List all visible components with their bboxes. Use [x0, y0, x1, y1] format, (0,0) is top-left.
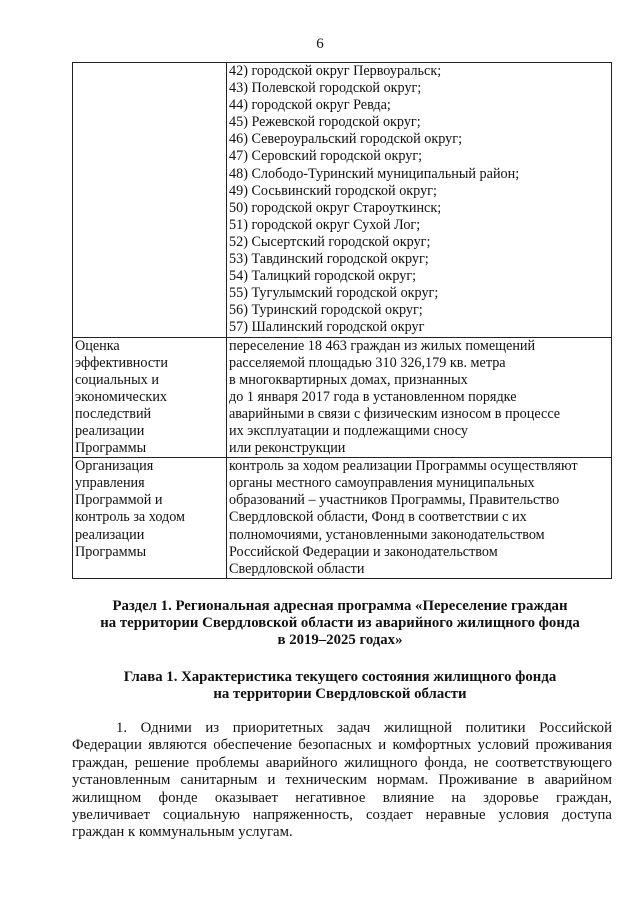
municipality-list-cell: [227, 63, 612, 338]
label-line: Оценка: [75, 337, 120, 354]
list-item: 57) Шалинский городской округ: [229, 319, 425, 336]
body-paragraph: [72, 720, 612, 842]
label-line: социальных и: [75, 371, 159, 388]
row-value-efficiency: [227, 337, 612, 458]
list-item: 46) Североуральский городской округ;: [229, 131, 463, 148]
label-line: реализации: [75, 422, 145, 439]
chapter-title-line: Глава 1. Характеристика текущего состояния жилищного фонда: [123, 669, 557, 685]
table-row: [73, 63, 612, 338]
row-label-efficiency: [73, 337, 227, 458]
paragraph-line: 1. Одними из приоритетных задач жилищной политики Российской: [116, 720, 612, 736]
label-line: управления: [75, 475, 145, 492]
list-item: 53) Тавдинский городской округ;: [229, 251, 429, 268]
value-line: до 1 января 2017 года в установленном порядке: [229, 388, 517, 405]
section-title-line: в 2019–2025 годах»: [277, 632, 403, 648]
program-passport-table: [72, 62, 612, 579]
value-line: их эксплуатации и подлежащими сносу: [229, 422, 468, 439]
label-line: Программы: [75, 440, 147, 457]
chapter-title: [60, 669, 620, 703]
list-item: 47) Серовский городской округ;: [229, 148, 423, 165]
value-line: органы местного самоуправления муниципальных: [229, 475, 535, 492]
label-line: эффективности: [75, 354, 168, 371]
chapter-title-line: на территории Свердловской области: [213, 686, 467, 702]
value-line: в многоквартирных домах, признанных: [229, 371, 468, 388]
list-item: 43) Полевской городской округ;: [229, 80, 422, 97]
row-label-management: [73, 458, 227, 579]
paragraph-line: Федерации являются обеспечение безопасных и комфортных условий проживания: [72, 737, 612, 754]
list-item: 51) городской округ Сухой Лог;: [229, 216, 421, 233]
value-line: Свердловской области, Фонд в соответствии с их: [229, 509, 527, 526]
label-line: Организация: [75, 458, 154, 475]
list-item: 52) Сысертский городской округ;: [229, 233, 431, 250]
value-line: полномочиями, установленными законодательством: [229, 526, 545, 543]
list-item: 54) Талицкий городской округ;: [229, 268, 417, 285]
list-item: 44) городской округ Ревда;: [229, 97, 391, 114]
row-value-management: [227, 458, 612, 579]
table-row: [73, 337, 612, 458]
list-item: 42) городской округ Первоуральск;: [229, 63, 442, 79]
value-line: переселение 18 463 граждан из жилых помещений: [229, 337, 536, 354]
label-line: Программой и: [75, 492, 163, 509]
value-line: аварийными в связи с физическим износом в процессе: [229, 405, 561, 422]
list-item: 48) Слободо-Туринский муниципальный район;: [229, 165, 520, 182]
label-line: Программы: [75, 543, 147, 560]
value-line: расселяемой площадью 310 326,179 кв. метра: [229, 354, 506, 371]
value-line: образований – участников Программы, Правительство: [229, 492, 560, 509]
section-title-line: на территории Свердловской области из аварийного жилищного фонда: [100, 615, 580, 631]
section-title-line: Раздел 1. Региональная адресная программа «Переселение граждан: [112, 598, 568, 614]
page-number: 6: [316, 36, 324, 52]
value-line: Российской Федерации и законодательством: [229, 543, 498, 560]
paragraph-line: граждан, решение проблемы аварийного жилищного фонда, не соответствующего: [72, 754, 612, 771]
value-line: Свердловской области: [229, 560, 365, 577]
label-line: экономических: [75, 388, 168, 405]
paragraph-line: граждан к коммунальным услугам.: [72, 824, 293, 841]
paragraph-line: жилищном фонде оказывает негативное влияние на здоровье граждан,: [72, 789, 612, 806]
section-title: [60, 598, 620, 649]
label-line: контроль за ходом: [75, 509, 186, 526]
label-line: последствий: [75, 405, 152, 422]
table-cell-empty: [73, 63, 227, 338]
list-item: 45) Режевской городской округ;: [229, 114, 421, 131]
list-item: 49) Сосьвинский городской округ;: [229, 182, 437, 199]
label-line: реализации: [75, 526, 145, 543]
list-item: 56) Туринский городской округ;: [229, 302, 423, 319]
paragraph-line: увеличивает социальную напряженность, создает неравные условия доступа: [72, 807, 612, 824]
value-line: или реконструкции: [229, 440, 346, 457]
value-line: контроль за ходом реализации Программы осуществляют: [229, 458, 578, 475]
paragraph-line: установленным санитарным и техническим нормам. Проживание в аварийном: [72, 772, 612, 789]
list-item: 50) городской округ Староуткинск;: [229, 199, 442, 216]
table-row: [73, 458, 612, 579]
list-item: 55) Тугулымский городской округ;: [229, 285, 439, 302]
